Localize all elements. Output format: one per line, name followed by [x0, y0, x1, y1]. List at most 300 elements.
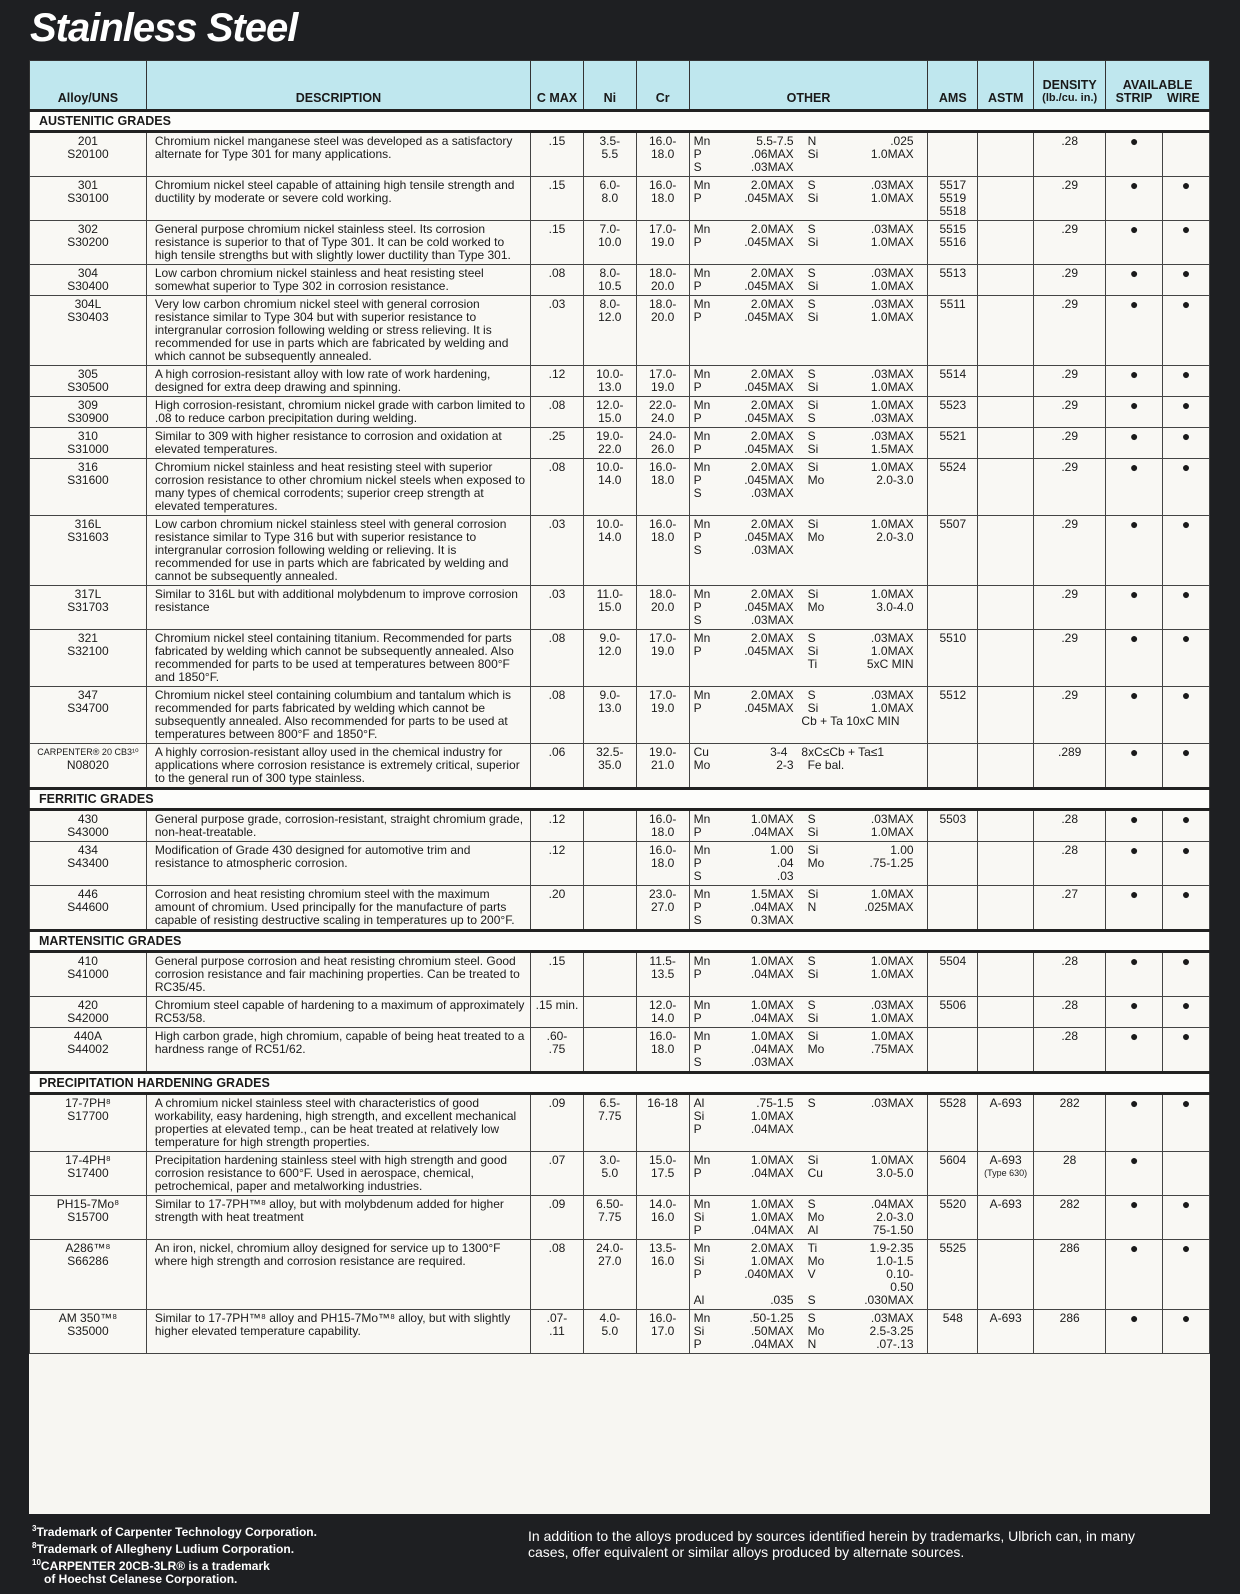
other-cell: [689, 1310, 928, 1354]
other-value: .04MAX: [750, 1223, 794, 1237]
other-value: [694, 658, 718, 671]
description-cell: Chromium nickel manganese steel was developed as a satisfactory alternate for Type 301 for many applications.: [146, 132, 530, 177]
other-value: Si: [807, 1029, 819, 1043]
other-value: .03MAX: [870, 222, 914, 236]
ni-cell-line: 6.50-: [596, 1197, 624, 1211]
alloy-cell: [30, 1196, 147, 1240]
wire-availability-dot: ●: [1163, 630, 1210, 687]
cr-cell-line: 19.0: [650, 380, 675, 394]
header-available: [1106, 61, 1210, 111]
ni-cell-line: 7.75: [598, 1109, 622, 1123]
ni-cell-line: 8.0: [601, 191, 619, 205]
alloy-name: 321: [77, 631, 98, 645]
ni-cell-line: 10.0-: [596, 517, 624, 531]
cr-cell-line: 17.0: [650, 1324, 675, 1338]
cmax-cell: [531, 296, 584, 366]
alloy-name: 201: [77, 134, 98, 148]
other-cell: [689, 428, 928, 459]
alloy-cell: [30, 132, 147, 177]
ni-cell-line: 5.5: [601, 147, 619, 161]
other-value: Fe bal.: [807, 758, 845, 772]
other-value: Ti: [807, 657, 818, 671]
uns-number: S43400: [67, 856, 109, 870]
uns-number: S41000: [67, 967, 109, 981]
astm-cell: [978, 1196, 1034, 1240]
header-ams: AMS: [928, 61, 978, 111]
group-header-row: [30, 1073, 1210, 1094]
other-line: [694, 236, 924, 249]
other-value: V: [807, 1267, 816, 1281]
other-value: Mo: [807, 473, 825, 487]
other-value: S: [807, 812, 816, 826]
cmax-cell-line: .08: [548, 1241, 566, 1255]
other-value: [808, 614, 864, 627]
astm-cell: [978, 1094, 1034, 1152]
other-value: P: [693, 900, 702, 914]
other-line: [694, 658, 924, 671]
other-value: S: [693, 869, 702, 883]
cmax-cell-line: .12: [548, 812, 566, 826]
strip-availability-dot: ●: [1106, 459, 1163, 516]
cmax-cell: [531, 1310, 584, 1354]
cr-cell-line: 17.0-: [648, 631, 677, 645]
other-value: 1.0MAX: [870, 644, 914, 658]
other-value: P: [693, 1122, 702, 1136]
description-cell: General purpose chromium nickel stainless steel. Its corrosion resistance is superior to that of Type 301. It can be cold worked to high tensile strengths but with slightly lower ductility than Type 301.: [146, 221, 530, 265]
footnote-10-cont: of Hoechst Celanese Corporation.: [44, 1572, 238, 1586]
other-value: 2.0-3.0: [876, 1210, 914, 1224]
other-value: Si: [807, 191, 819, 205]
alloy-name: AM 350™⁸: [58, 1311, 118, 1325]
other-value: [808, 161, 864, 174]
other-value: .07-.13: [876, 1337, 914, 1351]
other-value: 1.0MAX: [870, 460, 914, 474]
cr-cell: [636, 1310, 689, 1354]
density-cell: 28: [1034, 1152, 1106, 1196]
other-cell: [689, 1240, 928, 1310]
alloy-cell: [30, 810, 147, 842]
table-row: [30, 810, 1210, 842]
other-value: 1.0MAX: [870, 147, 914, 161]
description-cell: Very low carbon chromium nickel steel with general corrosion resistance similar to Type 304 but with superior resistance to intergranular corrosion following welding or stress relieving. It is recommended for use in parts which are fabricated by welding and which cannot be subsequently annealed.: [146, 296, 530, 366]
cmax-cell: [531, 265, 584, 296]
ni-cell: [583, 1240, 636, 1310]
cmax-cell: [531, 428, 584, 459]
footnote-3-marker: 3: [32, 1524, 37, 1533]
cr-cell-line: 24.0-: [648, 429, 677, 443]
cr-cell: [636, 886, 689, 931]
other-value: Si: [807, 967, 819, 981]
table-row: [30, 886, 1210, 931]
astm-value: A-693: [989, 1096, 1022, 1110]
astm-cell: [978, 132, 1034, 177]
ni-cell-line: 22.0: [598, 442, 622, 456]
cr-cell: [636, 997, 689, 1028]
wire-availability-dot: ●: [1163, 397, 1210, 428]
alloy-cell: [30, 744, 147, 789]
cmax-cell-line: .15 min.: [535, 998, 579, 1012]
wire-availability-dot: ●: [1163, 842, 1210, 886]
other-value: [808, 870, 864, 883]
other-value: 1.0MAX: [870, 235, 914, 249]
wire-availability-dot: ●: [1163, 1028, 1210, 1073]
cr-cell-line: 19.0: [650, 235, 675, 249]
header-wire: WIRE: [1167, 91, 1200, 105]
other-value: S: [693, 160, 702, 174]
other-value: .045MAX: [744, 600, 794, 614]
density-cell: .29: [1034, 516, 1106, 586]
ams-cell: [928, 516, 978, 586]
density-cell: .29: [1034, 630, 1106, 687]
astm-cell: [978, 744, 1034, 789]
ni-cell: [583, 952, 636, 997]
cr-cell-line: 16-18: [647, 1096, 678, 1110]
ni-cell: [583, 397, 636, 428]
other-value: P: [693, 191, 702, 205]
astm-cell: [978, 630, 1034, 687]
ams-cell: [928, 459, 978, 516]
other-value: 1.0MAX: [870, 887, 914, 901]
other-value: [808, 1123, 864, 1136]
ams-cell-line: 5524: [939, 460, 967, 474]
other-value: N: [807, 1337, 817, 1351]
table-row: [30, 397, 1210, 428]
other-value: 1.0MAX: [870, 380, 914, 394]
strip-availability-dot: ●: [1106, 366, 1163, 397]
other-value: P: [693, 530, 702, 544]
strip-availability-dot: ●: [1106, 952, 1163, 997]
other-value: .04MAX: [870, 1197, 914, 1211]
other-value: .045MAX: [744, 191, 794, 205]
other-value: P: [693, 1042, 702, 1056]
wire-availability-dot: ●: [1163, 952, 1210, 997]
alloy-cell: [30, 265, 147, 296]
other-value: N: [807, 134, 817, 148]
description-cell: Similar to 316L but with additional molybdenum to improve corrosion resistance: [146, 586, 530, 630]
astm-cell: [978, 221, 1034, 265]
ams-cell: [928, 1152, 978, 1196]
other-value: .03MAX: [870, 631, 914, 645]
other-value: S: [807, 954, 816, 968]
other-value: .04MAX: [750, 825, 794, 839]
other-value: 0.10-0.50: [886, 1267, 914, 1294]
other-value: Cb + Ta 10xC MIN: [801, 714, 900, 728]
other-value: S: [693, 543, 702, 557]
other-line: [694, 1110, 924, 1123]
table-row: [30, 132, 1210, 177]
astm-cell: [978, 397, 1034, 428]
cr-cell-line: 16.0: [650, 1210, 675, 1224]
other-value: .04MAX: [750, 900, 794, 914]
other-value: .04: [776, 856, 794, 870]
other-value: 1.0MAX: [870, 825, 914, 839]
ni-cell: [583, 1310, 636, 1354]
other-value: S: [693, 1055, 702, 1069]
other-value: Si: [807, 235, 819, 249]
other-value: [864, 1123, 914, 1136]
cr-cell-line: 11.5-: [649, 954, 676, 968]
other-value: Si: [693, 1109, 705, 1123]
other-line: [694, 192, 924, 205]
other-value: Si: [807, 701, 819, 715]
ni-cell-line: 3.5-: [599, 134, 621, 148]
other-cell: [689, 177, 928, 221]
other-value: 2.0MAX: [750, 367, 794, 381]
other-value: .06MAX: [750, 147, 794, 161]
other-line: [694, 1097, 924, 1110]
other-value: 1.0MAX: [870, 701, 914, 715]
group-header-row: [30, 111, 1210, 132]
cr-cell: [636, 1028, 689, 1073]
wire-availability-dot: ●: [1163, 1094, 1210, 1152]
other-value: 75-1.50: [872, 1223, 914, 1237]
other-value: .035: [770, 1293, 794, 1307]
ams-cell-line: 5520: [939, 1197, 967, 1211]
other-value: 2.0MAX: [750, 688, 794, 702]
other-value: .03MAX: [870, 367, 914, 381]
alternate-sources-note: In addition to the alloys produced by sources identified herein by trademarks, Ulbrich can, in many cases, offer equivalent or similar alloys produced by alternate sources.: [528, 1528, 1135, 1560]
other-value: .50MAX: [750, 1324, 794, 1338]
ni-cell-line: 19.0-: [596, 429, 624, 443]
other-value: [864, 614, 914, 627]
other-value: P: [693, 644, 702, 658]
header-strip: STRIP: [1115, 91, 1153, 105]
other-value: Si: [807, 380, 819, 394]
table-row: [30, 221, 1210, 265]
ams-cell-line: 5604: [939, 1153, 967, 1167]
cmax-cell-line: .03: [548, 587, 566, 601]
other-value: [864, 1056, 914, 1069]
cr-cell: [636, 221, 689, 265]
other-line: [694, 381, 924, 394]
other-value: .03MAX: [750, 1055, 794, 1069]
cmax-cell-line: .07-: [546, 1311, 568, 1325]
other-cell: [689, 1094, 928, 1152]
cmax-cell-line: .11: [549, 1324, 565, 1338]
alloy-cell: [30, 459, 147, 516]
wire-availability-dot: ●: [1163, 687, 1210, 744]
cmax-cell: [531, 630, 584, 687]
uns-number: S15700: [67, 1210, 109, 1224]
cr-cell-line: 16.0-: [648, 843, 677, 857]
other-line: [694, 901, 924, 914]
ni-cell: [583, 744, 636, 789]
table-row: [30, 842, 1210, 886]
alloy-cell: [30, 687, 147, 744]
footnote-8-marker: 8: [32, 1541, 37, 1550]
density-cell: .289: [1034, 744, 1106, 789]
other-value: P: [693, 279, 702, 293]
ni-cell-line: 9.0-: [599, 631, 621, 645]
strip-availability-dot: ●: [1106, 586, 1163, 630]
cr-cell: [636, 1196, 689, 1240]
other-cell: [689, 810, 928, 842]
other-line: [694, 1224, 924, 1237]
strip-availability-dot: ●: [1106, 997, 1163, 1028]
ams-cell-line: 5516: [939, 235, 967, 249]
other-value: 1.0MAX: [750, 954, 794, 968]
other-value: .045MAX: [744, 473, 794, 487]
cr-cell: [636, 952, 689, 997]
astm-cell: [978, 177, 1034, 221]
other-value: Si: [807, 587, 819, 601]
cmax-cell-line: .09: [548, 1096, 566, 1110]
density-cell: .28: [1034, 132, 1106, 177]
ams-cell-line: 5518: [939, 204, 967, 218]
alloy-name: 305: [77, 367, 98, 381]
wire-availability-dot: ●: [1163, 1196, 1210, 1240]
description-cell: Modification of Grade 430 designed for automotive trim and resistance to atmospheric corrosion.: [146, 842, 530, 886]
header-cr: Cr: [636, 61, 689, 111]
density-cell: .28: [1034, 997, 1106, 1028]
other-value: .03MAX: [870, 812, 914, 826]
alloy-name: 17-4PH⁸: [65, 1153, 111, 1167]
alloy-table-sheet: [29, 60, 1210, 1514]
density-cell: .29: [1034, 265, 1106, 296]
cr-cell: [636, 516, 689, 586]
description-cell: Similar to 17-7PH™⁸ alloy and PH15-7Mo™⁸ alloy, but with slightly higher elevated temperature capability.: [146, 1310, 530, 1354]
other-value: .04MAX: [750, 1042, 794, 1056]
ams-cell-line: 548: [942, 1311, 963, 1325]
other-value: Mn: [693, 812, 711, 826]
other-value: 2.0MAX: [750, 460, 794, 474]
description-cell: A high corrosion-resistant alloy with low rate of work hardening, designed for extra deep drawing and spinning.: [146, 366, 530, 397]
cr-cell-line: 14.0-: [648, 1197, 677, 1211]
ni-cell: [583, 687, 636, 744]
ni-cell-line: 10.5: [598, 279, 622, 293]
ams-cell: [928, 177, 978, 221]
astm-cell: [978, 810, 1034, 842]
other-value: Si: [693, 1254, 705, 1268]
strip-availability-dot: ●: [1106, 516, 1163, 586]
astm-cell: [978, 842, 1034, 886]
other-value: Si: [807, 147, 819, 161]
wire-availability-dot: ●: [1163, 997, 1210, 1028]
other-value: Mo: [807, 1324, 825, 1338]
ams-cell-line: 5525: [939, 1241, 967, 1255]
other-value: .045MAX: [744, 644, 794, 658]
other-line: [694, 870, 924, 883]
uns-number: S20100: [67, 147, 109, 161]
other-value: [808, 1110, 864, 1123]
alloy-name: 17-7PH⁸: [65, 1096, 111, 1110]
ni-cell: [583, 1152, 636, 1196]
other-value: .04MAX: [750, 1122, 794, 1136]
other-cell: [689, 952, 928, 997]
other-value: [864, 544, 914, 557]
ni-cell-line: 8.0-: [599, 266, 621, 280]
density-cell: .29: [1034, 687, 1106, 744]
alloy-name: 347: [77, 688, 98, 702]
other-value: Si: [693, 1210, 705, 1224]
ni-cell-line: 13.0: [598, 380, 622, 394]
ni-cell: [583, 459, 636, 516]
ams-cell-line: 5506: [939, 998, 967, 1012]
other-value: 0.3MAX: [750, 913, 794, 927]
strip-availability-dot: ●: [1106, 842, 1163, 886]
other-value: [808, 1056, 864, 1069]
astm-value: A-693: [989, 1311, 1022, 1325]
uns-number: S30900: [67, 411, 109, 425]
alloy-name: 434: [77, 843, 98, 857]
cmax-cell: [531, 810, 584, 842]
ni-cell-line: 35.0: [598, 758, 622, 772]
ni-cell-line: 5.0: [601, 1324, 619, 1338]
uns-number: S31603: [67, 530, 109, 544]
strip-availability-dot: ●: [1106, 1094, 1163, 1152]
other-cell: [689, 296, 928, 366]
density-cell: .29: [1034, 397, 1106, 428]
other-line: [694, 857, 924, 870]
cmax-cell: [531, 366, 584, 397]
uns-number: S30100: [67, 191, 109, 205]
other-value: Mo: [807, 1042, 825, 1056]
other-value: P: [693, 1267, 702, 1281]
other-value: Si: [807, 398, 819, 412]
astm-cell: [978, 997, 1034, 1028]
alloy-name: 420: [77, 998, 98, 1012]
wire-availability-dot: ●: [1163, 428, 1210, 459]
cr-cell: [636, 687, 689, 744]
other-value: Si: [807, 442, 819, 456]
alloy-cell: [30, 842, 147, 886]
other-value: 1.0-1.5: [876, 1254, 914, 1268]
other-value: .03MAX: [750, 486, 794, 500]
ams-cell: [928, 1196, 978, 1240]
ni-cell: [583, 810, 636, 842]
description-cell: High carbon grade, high chromium, capable of being heat treated to a hardness range of RC51/62.: [146, 1028, 530, 1073]
table-row: [30, 177, 1210, 221]
uns-number: S43000: [67, 825, 109, 839]
cr-cell: [636, 1094, 689, 1152]
cr-cell: [636, 428, 689, 459]
group-header-row: [30, 931, 1210, 952]
cr-cell: [636, 630, 689, 687]
other-value: 2.0-3.0: [876, 530, 914, 544]
group-title: FERRITIC GRADES: [30, 789, 1210, 810]
other-line: [694, 487, 924, 500]
other-value: .03MAX: [870, 178, 914, 192]
other-line: [694, 968, 924, 981]
uns-number: S44600: [67, 900, 109, 914]
cmax-cell-line: .08: [548, 688, 566, 702]
other-value: .03MAX: [870, 688, 914, 702]
other-value: .045MAX: [744, 530, 794, 544]
alloy-cell: [30, 952, 147, 997]
other-value: .040MAX: [744, 1267, 794, 1281]
cmax-cell: [531, 1240, 584, 1310]
cmax-cell: [531, 1094, 584, 1152]
other-line: [694, 161, 924, 174]
ni-cell: [583, 1094, 636, 1152]
other-value: 2.0MAX: [750, 517, 794, 531]
ni-cell: [583, 428, 636, 459]
other-value: S: [693, 486, 702, 500]
other-value: Mo: [807, 1210, 825, 1224]
other-line: [694, 1268, 924, 1294]
other-value: .025MAX: [864, 900, 914, 914]
ni-cell: [583, 265, 636, 296]
density-cell: .28: [1034, 810, 1106, 842]
other-value: Si: [807, 310, 819, 324]
header-cmax: C MAX: [531, 61, 584, 111]
uns-number: N08020: [66, 758, 109, 772]
header-astm: ASTM: [978, 61, 1034, 111]
other-value: S: [807, 178, 816, 192]
alloy-name: 309: [77, 398, 98, 412]
other-line: [694, 1167, 924, 1180]
cmax-cell: [531, 459, 584, 516]
